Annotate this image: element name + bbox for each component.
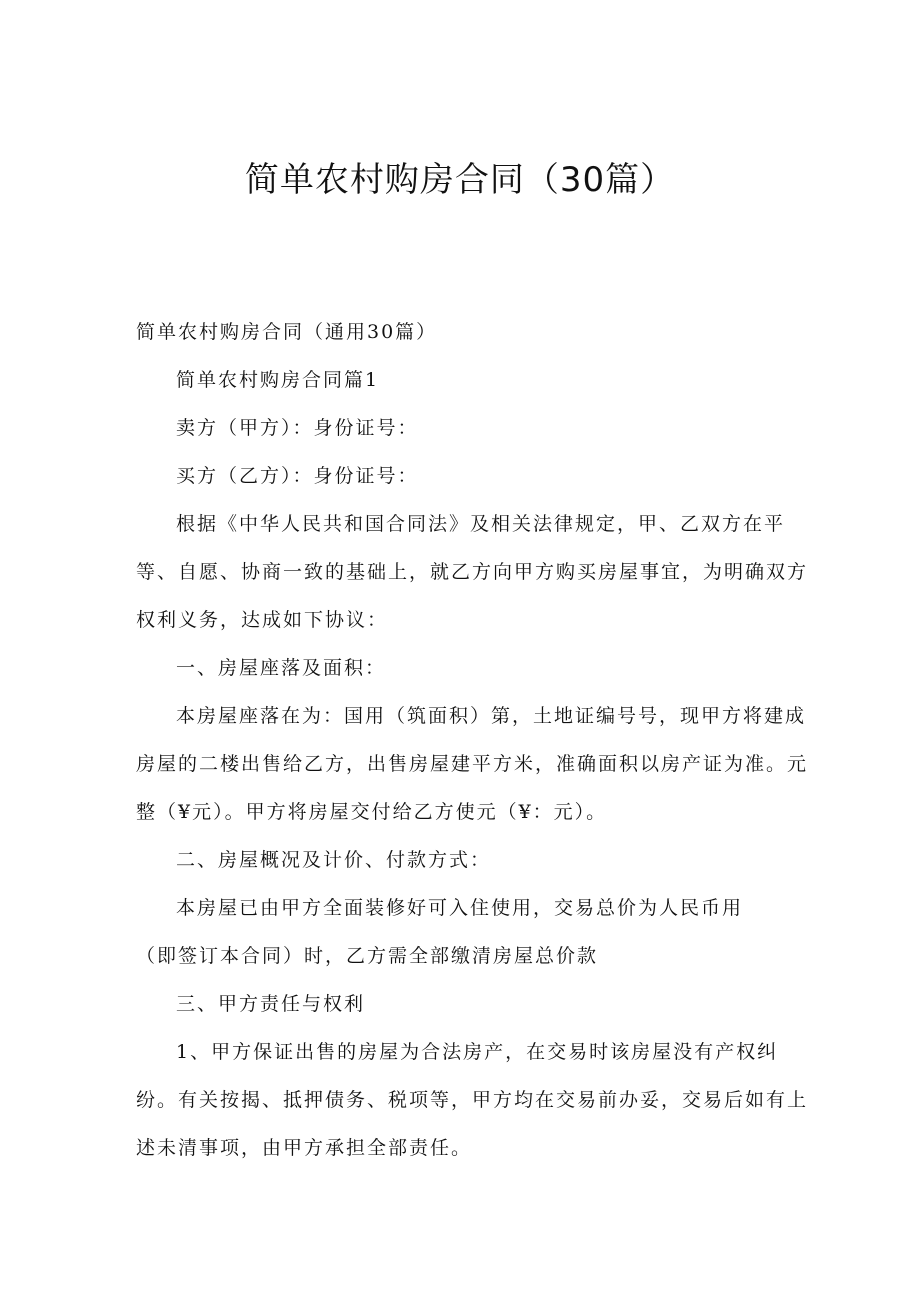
buyer-line: 买方（乙方）：身份证号： <box>176 465 419 487</box>
clause-heading-party-a: 三、甲方责任与权利 <box>176 993 366 1015</box>
seller-line: 卖方（甲方）：身份证号： <box>176 417 419 439</box>
payment-paragraph: （即签订本合同）时，乙方需全部缴清房屋总价款 <box>136 945 599 967</box>
pricing-paragraph: 本房屋已由甲方全面装修好可入住使用，交易总价为人民币用 <box>176 897 744 919</box>
document-body <box>136 308 816 1172</box>
clause-heading-location: 一、房屋座落及面积： <box>176 657 387 679</box>
document-title: 简单农村购房合同（30篇） <box>244 160 676 200</box>
party-a-clause-1: 1、甲方保证出售的房屋为合法房产，在交易时该房屋没有产权纠纷。有关按揭、抵押债务、税项等，甲方均在交易前办妥，交易后如有上述未清事项，由甲方承担全部责任。 <box>136 1041 809 1159</box>
section-heading: 简单农村购房合同篇1 <box>176 369 380 391</box>
preamble-paragraph: 根据《中华人民共和国合同法》及相关法律规定，甲、乙双方在平等、自愿、协商一致的基础上，就乙方向甲方购买房屋事宜，为明确双方权利义务，达成如下协议： <box>136 513 809 631</box>
subtitle-paragraph: 简单农村购房合同（通用30篇） <box>136 321 438 343</box>
clause-heading-pricing: 二、房屋概况及计价、付款方式： <box>176 849 492 871</box>
location-paragraph: 本房屋座落在为：国用（筑面积）第，土地证编号号，现甲方将建成房屋的二楼出售给乙方，出售房屋建平方米，准确面积以房产证为准。元整（¥元）。甲方将房屋交付给乙方使元（¥：元）。 <box>136 705 809 823</box>
